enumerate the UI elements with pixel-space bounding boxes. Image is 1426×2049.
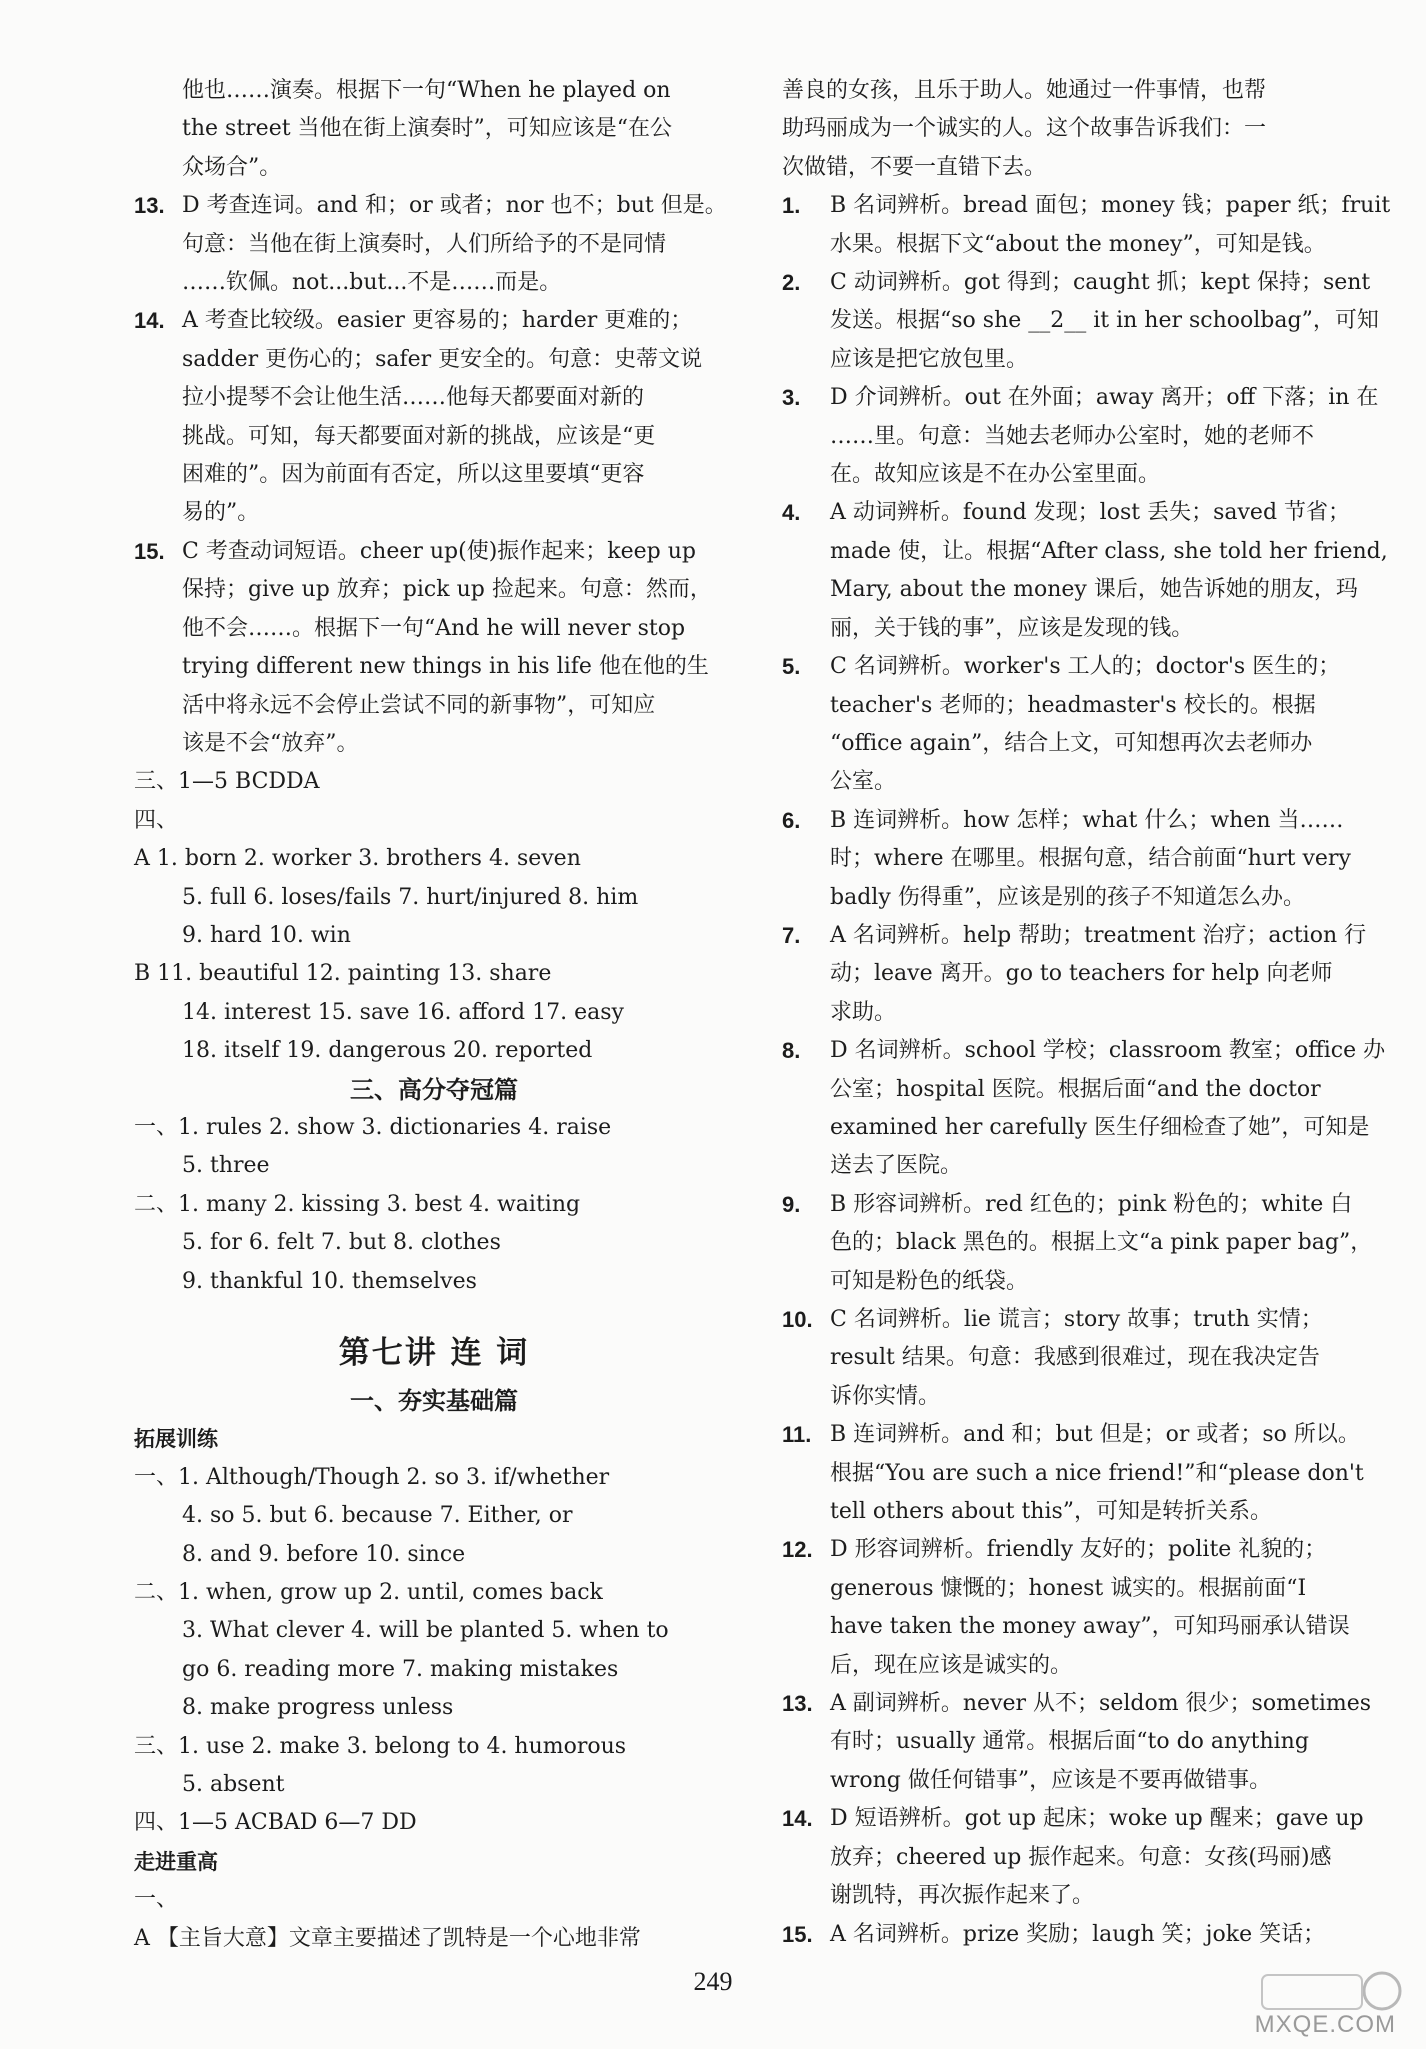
- text-line: [134, 1651, 734, 1689]
- text-line: [782, 1455, 1372, 1493]
- text-line: [134, 379, 734, 417]
- line-text: 众场合”。: [182, 154, 282, 180]
- item-number: 3.: [782, 385, 801, 411]
- line-text: ……里。句意：当她去老师办公室时，她的老师不: [830, 423, 1315, 449]
- line-text: generous 慷慨的；honest 诚实的。根据前面“I: [830, 1575, 1307, 1601]
- item-number: 15.: [134, 538, 165, 564]
- text-line: [134, 879, 734, 917]
- text-line: [134, 1147, 734, 1185]
- line-text: trying different new things in his life 他在他的生: [182, 654, 709, 680]
- line-text: teacher's 老师的；headmaster's 校长的。根据: [830, 692, 1316, 718]
- text-line: [134, 264, 734, 302]
- line-text: 公室；hospital 医院。根据后面“and the doctor: [830, 1076, 1321, 1102]
- line-text: 三、1. use 2. make 3. belong to 4. humorous: [134, 1733, 627, 1759]
- item-number: 9.: [782, 1191, 801, 1217]
- line-text: 二、1. many 2. kissing 3. best 4. waiting: [134, 1191, 581, 1217]
- text-line: [134, 687, 734, 725]
- line-text: 4. so 5. but 6. because 7. Either, or: [182, 1503, 573, 1529]
- text-line: [134, 1728, 734, 1766]
- line-text: 拓展训练: [134, 1427, 218, 1452]
- section-heading: [134, 1382, 734, 1420]
- line-text: 3. What clever 4. will be planted 5. when to: [182, 1618, 669, 1644]
- text-line: [782, 1301, 1372, 1339]
- text-line: [134, 341, 734, 379]
- line-text: sadder 更伤心的；safer 更安全的。句意：史蒂文说: [182, 346, 703, 372]
- line-text: A 考查比较级。easier 更容易的；harder 更难的；: [182, 308, 693, 334]
- item-number: 12.: [782, 1537, 813, 1563]
- text-line: [134, 110, 734, 148]
- text-line: [782, 1032, 1386, 1070]
- line-text: 活中将永远不会停止尝试不同的新事物”，可知应: [182, 692, 656, 718]
- item-number: 5.: [782, 654, 801, 680]
- line-text: D 短语辨析。got up 起床；woke up 醒来；gave up: [830, 1806, 1364, 1832]
- text-line: [782, 226, 1372, 264]
- line-text: 第七讲 连 词: [338, 1335, 530, 1371]
- line-text: B 名词辨析。bread 面包；money 钱；paper 纸；fruit: [830, 193, 1391, 219]
- text-line: [782, 1877, 1372, 1915]
- line-text: A 【主旨大意】文章主要描述了凯特是一个心地非常: [134, 1925, 641, 1951]
- line-text: D 形容词辨析。friendly 友好的；polite 礼貌的；: [830, 1537, 1327, 1563]
- text-line: [134, 1186, 734, 1224]
- line-text: 一、: [134, 1887, 179, 1913]
- watermark-text: MXQE.COM: [1254, 2011, 1396, 2038]
- text-line: [134, 1497, 734, 1535]
- line-text: B 形容词辨析。red 红色的；pink 粉色的；white 白: [830, 1191, 1353, 1217]
- subsection-heading: [134, 1843, 734, 1881]
- text-line: [782, 1109, 1372, 1147]
- line-text: examined her carefully 医生仔细检查了她”，可知是: [830, 1114, 1370, 1140]
- line-text: 易的”。: [182, 500, 260, 526]
- subsection-heading: [134, 1420, 734, 1458]
- text-line: [134, 610, 734, 648]
- text-line: [134, 533, 734, 571]
- text-line: [134, 840, 734, 878]
- line-text: go 6. reading more 7. making mistakes: [182, 1656, 619, 1682]
- text-line: [782, 571, 1372, 609]
- line-text: C 名词辨析。worker's 工人的；doctor's 医生的；: [830, 654, 1341, 680]
- text-line: [782, 1416, 1372, 1454]
- text-line: [782, 1839, 1372, 1877]
- text-line: [134, 1920, 734, 1958]
- text-line: [134, 648, 734, 686]
- text-line: [782, 1263, 1372, 1301]
- line-text: badly 伤得重”，应该是别的孩子不知道怎么办。: [830, 884, 1305, 910]
- text-line: [782, 1570, 1372, 1608]
- section-heading: [134, 1071, 734, 1109]
- line-text: 丽，关于钱的事”，应该是发现的钱。: [830, 615, 1194, 641]
- text-line: [134, 1109, 734, 1147]
- line-text: 应该是把它放包里。: [830, 346, 1029, 372]
- line-text: ……钦佩。not...but...不是……而是。: [182, 270, 562, 296]
- line-text: 5. full 6. loses/fails 7. hurt/injured 8. him: [182, 884, 639, 910]
- text-line: [782, 1339, 1372, 1377]
- text-line: [782, 610, 1372, 648]
- line-text: 次做错，不要一直错下去。: [782, 154, 1047, 180]
- text-line: [134, 1459, 734, 1497]
- line-text: “office again”，结合上文，可知想再次去老师办: [830, 730, 1313, 756]
- text-line: [782, 149, 1372, 187]
- item-number: 2.: [782, 270, 801, 296]
- text-line: [782, 1147, 1372, 1185]
- text-line: [782, 1762, 1372, 1800]
- text-line: [782, 763, 1372, 801]
- text-line: [782, 840, 1372, 878]
- text-line: [134, 149, 734, 187]
- line-text: 发送。根据“so she __2__ it in her schoolbag”，可知: [830, 308, 1379, 334]
- line-text: 他不会……。根据下一句“And he will never stop: [182, 615, 686, 641]
- text-line: [782, 1378, 1372, 1416]
- line-text: 8. make progress unless: [182, 1695, 454, 1721]
- line-text: 时；where 在哪里。根据句意，结合前面“hurt very: [830, 846, 1351, 872]
- line-text: 14. interest 15. save 16. afford 17. easy: [182, 999, 624, 1025]
- line-text: tell others about this”，可知是转折关系。: [830, 1499, 1273, 1525]
- text-line: [782, 687, 1372, 725]
- item-number: 14.: [782, 1806, 813, 1832]
- text-line: [782, 955, 1372, 993]
- line-text: A 1. born 2. worker 3. brothers 4. seven: [134, 846, 581, 872]
- line-text: C 名词辨析。lie 谎言；story 故事；truth 实情；: [830, 1307, 1323, 1332]
- text-line: [782, 494, 1372, 532]
- text-line: [782, 1186, 1372, 1224]
- line-text: 谢凯特，再次振作起来了。: [830, 1883, 1095, 1909]
- right-column: [782, 72, 1391, 1954]
- text-line: [782, 302, 1379, 340]
- line-text: D 名词辨析。school 学校；classroom 教室；office 办: [830, 1038, 1386, 1064]
- text-line: [134, 955, 734, 993]
- line-text: 走进重高: [134, 1849, 218, 1874]
- line-text: Mary, about the money 课后，她告诉她的朋友，玛: [830, 577, 1358, 603]
- text-line: [134, 802, 734, 840]
- line-text: 二、1. when, grow up 2. until, comes back: [134, 1580, 603, 1606]
- text-line: [782, 1071, 1372, 1109]
- line-text: A 名词辨析。prize 奖励；laugh 笑；joke 笑话；: [830, 1921, 1326, 1947]
- text-line: [782, 341, 1372, 379]
- line-text: result 结果。句意：我感到很难过，现在我决定告: [830, 1345, 1320, 1371]
- line-text: C 动词辨析。got 得到；caught 抓；kept 保持；sent: [830, 270, 1371, 296]
- item-number: 15.: [782, 1921, 813, 1947]
- line-text: B 11. beautiful 12. painting 13. share: [134, 961, 552, 987]
- text-line: [134, 1804, 734, 1842]
- line-text: 四、1—5 ACBAD 6—7 DD: [134, 1810, 417, 1836]
- line-text: 色的；black 黑色的。根据上文“a pink paper bag”，: [830, 1230, 1373, 1256]
- line-text: B 连词辨析。and 和；but 但是；or 或者；so 所以。: [830, 1422, 1360, 1448]
- line-text: A 动词辨析。found 发现；lost 丢失；saved 节省；: [830, 500, 1351, 526]
- line-text: A 副词辨析。never 从不；seldom 很少；sometimes: [830, 1691, 1372, 1717]
- chapter-title: [134, 1327, 734, 1372]
- line-text: 三、高分夺冠篇: [350, 1075, 518, 1104]
- line-text: 9. thankful 10. themselves: [182, 1268, 477, 1294]
- text-line: [782, 1916, 1372, 1954]
- item-number: 13.: [134, 193, 165, 219]
- text-line: [782, 1531, 1372, 1569]
- text-line: [134, 994, 734, 1032]
- text-line: [134, 302, 734, 340]
- text-line: [134, 72, 734, 110]
- text-line: [134, 917, 734, 955]
- text-line: [782, 1647, 1372, 1685]
- line-text: made 使，让。根据“After class, she told her friend,: [830, 538, 1388, 564]
- line-text: 四、: [134, 807, 179, 833]
- page-number: 249: [693, 1967, 733, 1996]
- text-line: [782, 1608, 1372, 1646]
- text-line: [134, 1032, 734, 1070]
- item-number: 6.: [782, 807, 801, 833]
- text-line: [134, 187, 734, 225]
- line-text: 公室。: [830, 769, 897, 795]
- line-text: 该是不会“放弃”。: [182, 730, 359, 756]
- text-line: [134, 1766, 734, 1804]
- text-line: [782, 456, 1372, 494]
- line-text: wrong 做任何错事”，应该是不要再做错事。: [830, 1767, 1272, 1793]
- item-number: 13.: [782, 1691, 813, 1717]
- line-text: 动；leave 离开。go to teachers for help 向老师: [830, 961, 1333, 987]
- line-text: C 考查动词短语。cheer up(使)振作起来；keep up: [182, 538, 696, 564]
- line-text: 可知是粉色的纸袋。: [830, 1268, 1029, 1294]
- text-line: [134, 1574, 734, 1612]
- left-column: [134, 72, 734, 1958]
- text-line: [782, 725, 1372, 763]
- item-number: 1.: [782, 193, 801, 219]
- line-text: 一、1. rules 2. show 3. dictionaries 4. raise: [134, 1114, 612, 1140]
- text-line: [782, 1224, 1372, 1262]
- text-line: [134, 418, 734, 456]
- item-number: 11.: [782, 1422, 812, 1448]
- line-text: 5. absent: [182, 1772, 285, 1798]
- item-number: 7.: [782, 922, 801, 948]
- line-text: 5. three: [182, 1153, 270, 1179]
- text-line: [134, 1263, 734, 1301]
- line-text: 善良的女孩，且乐于助人。她通过一件事情，也帮: [782, 78, 1267, 103]
- text-line: [782, 110, 1372, 148]
- text-line: [782, 72, 1372, 110]
- text-line: [782, 994, 1372, 1032]
- text-line: [134, 1689, 734, 1727]
- line-text: 诉你实情。: [830, 1383, 941, 1409]
- line-text: B 连词辨析。how 怎样；what 什么；when 当……: [830, 807, 1344, 833]
- text-line: [134, 456, 734, 494]
- line-text: 求助。: [830, 999, 897, 1025]
- text-line: [782, 418, 1372, 456]
- line-text: 句意：当他在街上演奏时，人们所给予的不是同情: [182, 231, 667, 257]
- item-number: 8.: [782, 1038, 801, 1064]
- line-text: 5. for 6. felt 7. but 8. clothes: [182, 1230, 501, 1256]
- text-line: [782, 1800, 1372, 1838]
- text-line: [782, 187, 1391, 225]
- text-line: [134, 1612, 734, 1650]
- line-text: 挑战。可知，每天都要面对新的挑战，应该是“更: [182, 423, 656, 449]
- line-text: 有时；usually 通常。根据后面“to do anything: [830, 1729, 1309, 1755]
- text-line: [782, 379, 1379, 417]
- text-line: [782, 264, 1372, 302]
- line-text: 9. hard 10. win: [182, 922, 351, 948]
- line-text: D 介词辨析。out 在外面；away 离开；off 下落；in 在: [830, 385, 1379, 411]
- text-line: [782, 1723, 1372, 1761]
- line-text: the street 当他在街上演奏时”，可知应该是“在公: [182, 116, 673, 142]
- text-line: [782, 917, 1372, 955]
- text-line: [134, 494, 734, 532]
- item-number: 10.: [782, 1307, 813, 1332]
- text-line: [782, 879, 1372, 917]
- line-text: 困难的”。因为前面有否定，所以这里要填“更容: [182, 462, 645, 488]
- line-text: 放弃；cheered up 振作起来。句意：女孩(玛丽)感: [830, 1844, 1332, 1870]
- line-text: 送去了医院。: [830, 1153, 963, 1179]
- line-text: 他也……演奏。根据下一句“When he played on: [182, 78, 671, 103]
- line-text: 一、1. Although/Though 2. so 3. if/whether: [134, 1464, 610, 1490]
- line-text: 在。故知应该是不在办公室里面。: [830, 462, 1161, 488]
- line-text: 助玛丽成为一个诚实的人。这个故事告诉我们：一: [782, 116, 1267, 142]
- line-text: 根据“You are such a nice friend!”和“please don't: [830, 1460, 1364, 1486]
- text-line: [134, 725, 734, 763]
- text-line: [134, 226, 734, 264]
- line-text: A 名词辨析。help 帮助；treatment 治疗；action 行: [830, 922, 1367, 948]
- text-line: [134, 763, 734, 801]
- text-line: [782, 648, 1372, 686]
- line-text: 保持；give up 放弃；pick up 捡起来。句意：然而，: [182, 577, 712, 603]
- line-text: have taken the money away”，可知玛丽承认错误: [830, 1614, 1350, 1640]
- text-line: [134, 1881, 734, 1919]
- text-line: [134, 571, 734, 609]
- item-number: 4.: [782, 500, 801, 526]
- line-text: 8. and 9. before 10. since: [182, 1541, 466, 1567]
- text-line: [782, 1685, 1372, 1723]
- line-text: 一、夯实基础篇: [350, 1387, 518, 1415]
- line-text: 三、1—5 BCDDA: [134, 769, 320, 795]
- text-line: [782, 1493, 1372, 1531]
- text-line: [134, 1536, 734, 1574]
- line-text: 拉小提琴不会让他生活……他每天都要面对新的: [182, 385, 645, 411]
- item-number: 14.: [134, 308, 165, 334]
- line-text: 18. itself 19. dangerous 20. reported: [182, 1038, 593, 1064]
- line-text: 水果。根据下文“about the money”，可知是钱。: [830, 231, 1326, 257]
- line-text: D 考查连词。and 和；or 或者；nor 也不；but 但是。: [182, 193, 727, 219]
- text-line: [782, 802, 1372, 840]
- line-text: 后，现在应该是诚实的。: [830, 1652, 1073, 1678]
- text-line: [782, 533, 1388, 571]
- text-line: [134, 1224, 734, 1262]
